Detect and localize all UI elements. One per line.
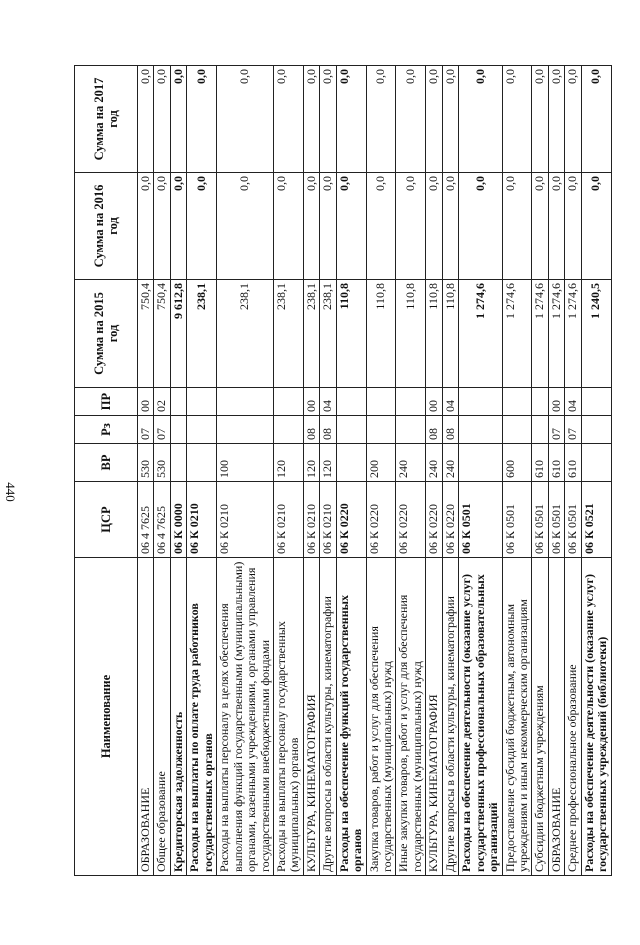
row-csr: 06 К 0210: [217, 482, 274, 558]
row-vr: 120: [320, 444, 336, 482]
table-row: [303, 66, 319, 876]
row-pr: [366, 388, 396, 416]
table-row: [581, 66, 611, 876]
row-sum-2017: 0,0: [336, 66, 366, 173]
row-sum-2017: 0,0: [187, 66, 217, 173]
row-pr: 02: [154, 388, 170, 416]
table-row: [187, 66, 217, 876]
row-vr: [170, 444, 186, 482]
row-csr: 06 4 7625: [154, 482, 170, 558]
page-number: [0, 40, 28, 945]
row-sum-2017: 0,0: [548, 66, 564, 173]
row-sum-2016: 0,0: [154, 173, 170, 280]
row-csr: 06 4 7625: [138, 482, 154, 558]
row-sum-2016: 0,0: [581, 173, 611, 280]
table-row: [426, 66, 442, 876]
row-vr: 610: [532, 444, 548, 482]
table-row: [217, 66, 274, 876]
row-sum-2016: 0,0: [336, 173, 366, 280]
row-rz: [273, 416, 303, 444]
row-vr: 200: [366, 444, 396, 482]
row-sum-2017: 0,0: [138, 66, 154, 173]
row-pr: 04: [565, 388, 581, 416]
row-pr: [581, 388, 611, 416]
row-pr: [502, 388, 532, 416]
rotated-page-area: [74, 66, 610, 876]
row-pr: [273, 388, 303, 416]
row-csr: 06 К 0501: [548, 482, 564, 558]
row-name: Расходы на выплаты по оплате труда работников государственных органов: [187, 558, 217, 876]
row-vr: 240: [396, 444, 426, 482]
row-name: Расходы на выплаты персоналу государственных (муниципальных) органов: [273, 558, 303, 876]
row-csr: 06 К 0220: [336, 482, 366, 558]
row-name: ОБРАЗОВАНИЕ: [138, 558, 154, 876]
row-sum-2016: 0,0: [187, 173, 217, 280]
row-csr: 06 К 0220: [426, 482, 442, 558]
table-row: [336, 66, 366, 876]
row-rz: 07: [548, 416, 564, 444]
row-vr: [581, 444, 611, 482]
row-name: КУЛЬТУРА, КИНЕМАТОГРАФИЯ: [303, 558, 319, 876]
row-rz: 07: [138, 416, 154, 444]
row-pr: [217, 388, 274, 416]
row-pr: [187, 388, 217, 416]
row-csr: 06 К 0210: [303, 482, 319, 558]
row-rz: [459, 416, 502, 444]
row-rz: [217, 416, 274, 444]
row-sum-2015: 110,8: [336, 280, 366, 388]
row-name: Общее образование: [154, 558, 170, 876]
row-sum-2016: 0,0: [170, 173, 186, 280]
row-vr: 120: [273, 444, 303, 482]
row-sum-2016: 0,0: [459, 173, 502, 280]
table-row: [442, 66, 458, 876]
row-sum-2016: 0,0: [366, 173, 396, 280]
row-vr: 600: [502, 444, 532, 482]
row-sum-2015: 238,1: [320, 280, 336, 388]
table-row: [138, 66, 154, 876]
row-sum-2015: 238,1: [187, 280, 217, 388]
row-vr: 610: [565, 444, 581, 482]
row-vr: 100: [217, 444, 274, 482]
header-rz: Рз: [75, 416, 138, 444]
row-name: Расходы на выплаты персоналу в целях обеспечения выполнения функций государственными (муниципальными) органами, казенными учреждениями, органами управления государственными внебюджетными фондами: [217, 558, 274, 876]
table-body: [138, 66, 612, 876]
row-csr: 06 К 0501: [565, 482, 581, 558]
row-sum-2016: 0,0: [320, 173, 336, 280]
row-pr: 00: [426, 388, 442, 416]
row-rz: 07: [154, 416, 170, 444]
row-sum-2017: 0,0: [154, 66, 170, 173]
row-sum-2015: 238,1: [303, 280, 319, 388]
row-sum-2015: 110,8: [426, 280, 442, 388]
row-vr: [459, 444, 502, 482]
row-sum-2015: 9 612,8: [170, 280, 186, 388]
table-row: [366, 66, 396, 876]
row-rz: [170, 416, 186, 444]
row-sum-2017: 0,0: [217, 66, 274, 173]
row-sum-2015: 750,4: [154, 280, 170, 388]
row-rz: [532, 416, 548, 444]
row-name: Кредиторская задолженность: [170, 558, 186, 876]
row-rz: [502, 416, 532, 444]
row-sum-2015: 1 274,6: [565, 280, 581, 388]
row-sum-2016: 0,0: [273, 173, 303, 280]
table-row: [320, 66, 336, 876]
row-csr: 06 К 0501: [459, 482, 502, 558]
row-sum-2015: 1 240,5: [581, 280, 611, 388]
row-csr: 06 К 0220: [396, 482, 426, 558]
table-row: [532, 66, 548, 876]
row-sum-2016: 0,0: [303, 173, 319, 280]
row-sum-2016: 0,0: [217, 173, 274, 280]
row-csr: 06 К 0210: [273, 482, 303, 558]
row-pr: 04: [442, 388, 458, 416]
header-name: Наименование: [75, 558, 138, 876]
row-name: Предоставление субсидий бюджетным, автономным учреждениям и иным некоммерческим организациям: [502, 558, 532, 876]
row-pr: [336, 388, 366, 416]
table-row: [548, 66, 564, 876]
row-sum-2016: 0,0: [138, 173, 154, 280]
row-sum-2015: 238,1: [273, 280, 303, 388]
row-name: Среднее профессиональное образование: [565, 558, 581, 876]
row-rz: [336, 416, 366, 444]
page-number-text: 440: [3, 482, 18, 502]
row-rz: 08: [320, 416, 336, 444]
row-sum-2016: 0,0: [502, 173, 532, 280]
row-name: КУЛЬТУРА, КИНЕМАТОГРАФИЯ: [426, 558, 442, 876]
row-sum-2015: 750,4: [138, 280, 154, 388]
row-rz: 08: [303, 416, 319, 444]
table-row: [459, 66, 502, 876]
row-sum-2017: 0,0: [426, 66, 442, 173]
row-vr: 240: [442, 444, 458, 482]
budget-table: [74, 65, 612, 876]
row-pr: [396, 388, 426, 416]
row-pr: [170, 388, 186, 416]
row-name: Другие вопросы в области культуры, кинематографии: [320, 558, 336, 876]
row-csr: 06 К 0501: [502, 482, 532, 558]
row-rz: [187, 416, 217, 444]
row-sum-2016: 0,0: [532, 173, 548, 280]
row-pr: [532, 388, 548, 416]
row-sum-2015: 1 274,6: [532, 280, 548, 388]
row-sum-2015: 110,8: [442, 280, 458, 388]
row-sum-2017: 0,0: [320, 66, 336, 173]
row-sum-2017: 0,0: [459, 66, 502, 173]
row-vr: [187, 444, 217, 482]
row-sum-2015: 238,1: [217, 280, 274, 388]
row-pr: 04: [320, 388, 336, 416]
row-rz: 07: [565, 416, 581, 444]
row-vr: 530: [154, 444, 170, 482]
header-pr: ПР: [75, 388, 138, 416]
row-sum-2015: 1 274,6: [459, 280, 502, 388]
row-csr: 06 К 0220: [366, 482, 396, 558]
row-sum-2017: 0,0: [170, 66, 186, 173]
row-sum-2016: 0,0: [565, 173, 581, 280]
row-rz: [366, 416, 396, 444]
row-sum-2016: 0,0: [442, 173, 458, 280]
row-csr: 06 К 0000: [170, 482, 186, 558]
row-vr: 610: [548, 444, 564, 482]
table-row: [396, 66, 426, 876]
row-sum-2015: 1 274,6: [548, 280, 564, 388]
row-pr: 00: [138, 388, 154, 416]
row-name: Субсидии бюджетным учреждениям: [532, 558, 548, 876]
row-name: ОБРАЗОВАНИЕ: [548, 558, 564, 876]
row-sum-2017: 0,0: [581, 66, 611, 173]
row-name: Расходы на обеспечение функций государственных органов: [336, 558, 366, 876]
row-sum-2015: 110,8: [396, 280, 426, 388]
row-sum-2017: 0,0: [532, 66, 548, 173]
row-sum-2017: 0,0: [366, 66, 396, 173]
row-vr: 120: [303, 444, 319, 482]
row-pr: 00: [303, 388, 319, 416]
row-sum-2017: 0,0: [303, 66, 319, 173]
row-name: Закупка товаров, работ и услуг для обеспечения государственных (муниципальных) нужд: [366, 558, 396, 876]
table-header-row: [75, 66, 138, 876]
row-rz: 08: [442, 416, 458, 444]
row-rz: [581, 416, 611, 444]
row-sum-2016: 0,0: [426, 173, 442, 280]
row-name: Другие вопросы в области культуры, кинематографии: [442, 558, 458, 876]
row-sum-2015: 1 274,6: [502, 280, 532, 388]
row-sum-2017: 0,0: [442, 66, 458, 173]
row-vr: [336, 444, 366, 482]
row-vr: 240: [426, 444, 442, 482]
header-sum-2015: Сумма на 2015 год: [75, 280, 138, 388]
row-sum-2016: 0,0: [396, 173, 426, 280]
header-csr: ЦСР: [75, 482, 138, 558]
row-sum-2016: 0,0: [548, 173, 564, 280]
row-csr: 06 К 0220: [442, 482, 458, 558]
row-rz: 08: [426, 416, 442, 444]
row-csr: 06 К 0521: [581, 482, 611, 558]
table-row: [170, 66, 186, 876]
header-sum-2016: Сумма на 2016 год: [75, 173, 138, 280]
row-sum-2015: 110,8: [366, 280, 396, 388]
row-name: Расходы на обеспечение деятельности (оказание услуг) государственных профессиональных образовательных организаций: [459, 558, 502, 876]
row-csr: 06 К 0210: [320, 482, 336, 558]
row-sum-2017: 0,0: [273, 66, 303, 173]
header-vr: ВР: [75, 444, 138, 482]
row-csr: 06 К 0210: [187, 482, 217, 558]
row-name: Расходы на обеспечение деятельности (оказание услуг) государственных учреждений (библиотеки): [581, 558, 611, 876]
row-pr: [459, 388, 502, 416]
row-vr: 530: [138, 444, 154, 482]
table-row: [565, 66, 581, 876]
table-row: [502, 66, 532, 876]
row-sum-2017: 0,0: [396, 66, 426, 173]
row-name: Иные закупки товаров, работ и услуг для обеспечения государственных (муниципальных) нужд: [396, 558, 426, 876]
rotated-table-container: [74, 66, 610, 876]
row-pr: 00: [548, 388, 564, 416]
row-rz: [396, 416, 426, 444]
table-row: [273, 66, 303, 876]
row-csr: 06 К 0501: [532, 482, 548, 558]
header-sum-2017: Сумма на 2017 год: [75, 66, 138, 173]
table-row: [154, 66, 170, 876]
row-sum-2017: 0,0: [565, 66, 581, 173]
row-sum-2017: 0,0: [502, 66, 532, 173]
